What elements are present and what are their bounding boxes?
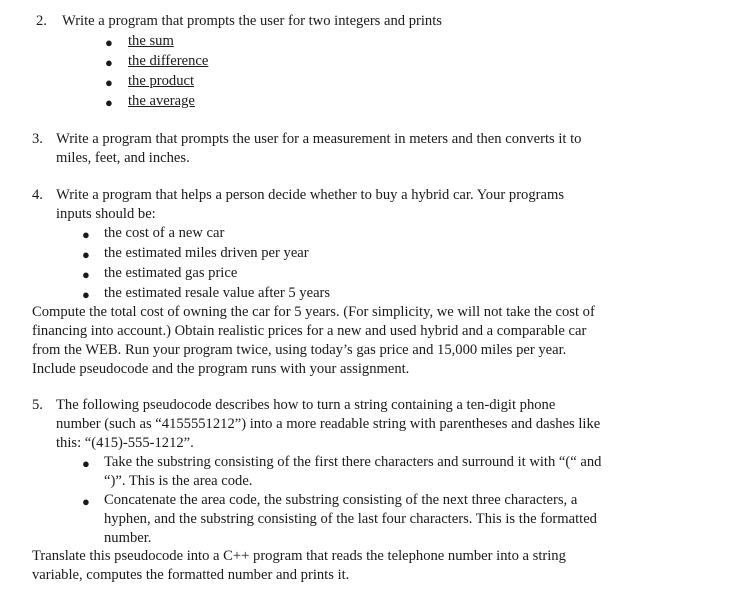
problem-number: 3. [32,131,43,147]
problem-number: 5. [32,397,43,413]
bullet-icon: ● [82,227,90,242]
bullet-item: the cost of a new car [104,225,225,241]
bullet-item: “)”. This is the area code. [104,473,253,489]
problem-text-line: from the WEB. Run your program twice, using today’s gas price and 15,000 miles per year. [32,342,567,358]
problem-text-line: Translate this pseudocode into a C++ program that reads the telephone number into a string [32,548,566,564]
bullet-item: Take the substring consisting of the first there characters and surround it with “(“ and [104,454,602,470]
problem-number: 4. [32,187,43,203]
bullet-icon: ● [82,287,90,302]
bullet-icon: ● [105,95,113,110]
problem-text-line: Compute the total cost of owning the car for 5 years. (For simplicity, we will not take the cost of [32,304,595,320]
problem-text-line: financing into account.) Obtain realistic prices for a new and used hybrid and a comparable car [32,323,587,339]
bullet-icon: ● [82,494,90,509]
bullet-item: the estimated resale value after 5 years [104,285,331,301]
bullet-item: Concatenate the area code, the substring consisting of the next three characters, a [104,492,578,508]
bullet-item: the estimated miles driven per year [104,245,309,261]
problem-text-line: Write a program that helps a person decide whether to buy a hybrid car. Your programs [56,187,565,203]
problem-text-line: this: “(415)-555-1212”. [56,435,194,451]
bullet-item: number. [104,530,152,546]
bullet-item-average[interactable]: the average [128,93,195,109]
problem-text-line: miles, feet, and inches. [56,150,190,166]
bullet-icon: ● [82,247,90,262]
bullet-item-sum[interactable]: the sum [128,33,174,49]
bullet-icon: ● [105,75,113,90]
bullet-icon: ● [82,456,90,471]
bullet-item-product[interactable]: the product [128,73,195,89]
bullet-icon: ● [82,267,90,282]
problem-text-line: variable, computes the formatted number and prints it. [32,567,350,583]
bullet-icon: ● [105,35,113,50]
bullet-item: the estimated gas price [104,265,238,281]
problem-text-line: The following pseudocode describes how to turn a string containing a ten-digit phone [56,397,556,413]
problem-text-line: Write a program that prompts the user for a measurement in meters and then converts it to [56,131,582,147]
problem-text-line: Include pseudocode and the program runs with your assignment. [32,361,410,377]
problem-text-line: inputs should be: [56,206,156,222]
bullet-icon: ● [105,55,113,70]
problem-text-line: number (such as “4155551212”) into a more readable string with parentheses and dashes like [56,416,601,432]
bullet-item: hyphen, and the substring consisting of the last four characters. This is the formatted [104,511,597,527]
problem-text-line: Write a program that prompts the user for two integers and prints [62,13,442,29]
problem-number: 2. [36,13,47,29]
bullet-item-difference[interactable]: the difference [128,53,209,69]
